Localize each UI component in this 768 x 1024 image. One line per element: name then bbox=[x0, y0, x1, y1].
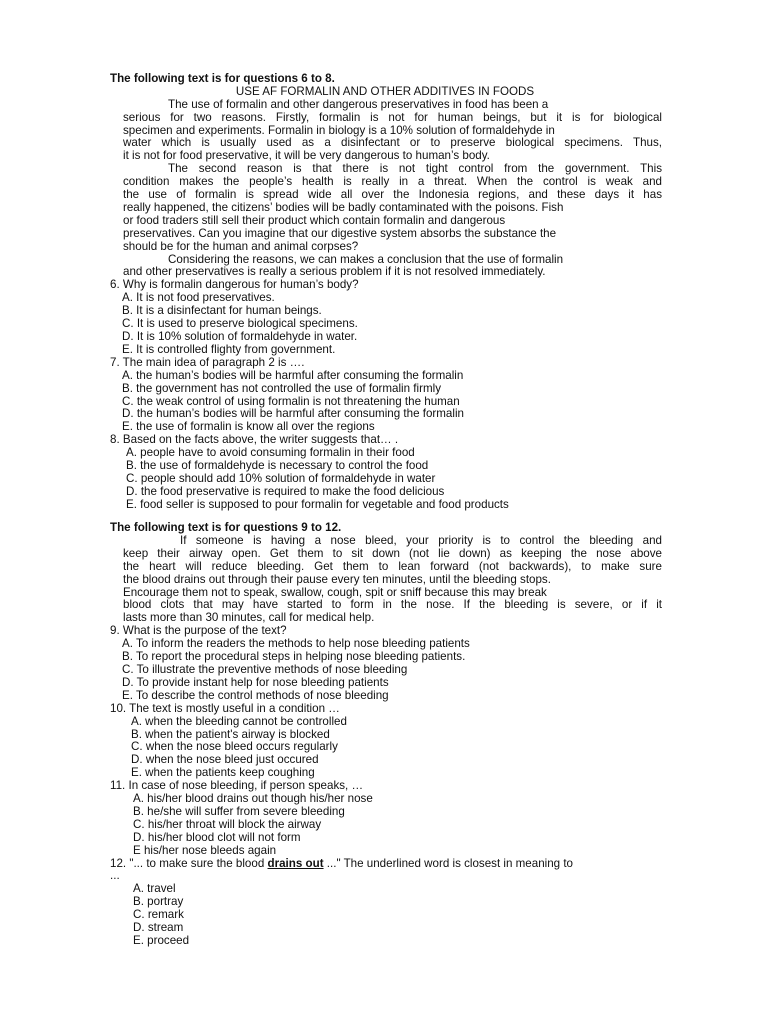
option-11d: D. his/her blood clot will not form bbox=[133, 830, 301, 844]
option-7b: B. the government has not controlled the use of formalin firmly bbox=[122, 381, 441, 395]
paragraph-line: Considering the reasons, we can makes a conclusion that the use of formalin bbox=[168, 252, 564, 266]
passage-paragraph-3 bbox=[123, 254, 662, 280]
option-11a: A. his/her blood drains out though his/her nose bbox=[133, 792, 373, 805]
question-12-continued: ... bbox=[110, 869, 120, 883]
option-10a: A. when the bleeding cannot be controlled bbox=[131, 714, 347, 728]
option-9b: B. To report the procedural steps in helping nose bleeding patients. bbox=[122, 650, 466, 664]
option-11c: C. his/her throat will block the airway bbox=[133, 817, 322, 831]
passage-nose-bleed bbox=[123, 535, 662, 625]
option-7e: E. the use of formalin is know all over the regions bbox=[122, 420, 375, 434]
paragraph-line: The use of formalin and other dangerous preservatives in food has been a bbox=[168, 97, 549, 111]
option-8e: E. food seller is supposed to pour formalin for vegetable and food products bbox=[126, 497, 509, 511]
question-12-text: 12. "... to make sure the blood bbox=[110, 856, 268, 870]
paragraph-line: the blood drains out through their pause every ten minutes, until the bleeding stops. bbox=[123, 572, 551, 586]
option-7a: A. the human’s bodies will be harmful after consuming the formalin bbox=[122, 368, 464, 382]
option-6d: D. It is 10% solution of formaldehyde in water. bbox=[122, 330, 358, 343]
option-6b: B. It is a disinfectant for human beings. bbox=[122, 304, 322, 318]
question-9: 9. What is the purpose of the text? bbox=[110, 624, 287, 638]
option-10d: D. when the nose bleed just occured bbox=[131, 753, 319, 767]
option-6c: C. It is used to preserve biological specimens. bbox=[122, 317, 358, 331]
question-12 bbox=[110, 858, 573, 871]
option-6a: A. It is not food preservatives. bbox=[122, 291, 275, 305]
paragraph-line: specimen and experiments. Formalin in biology is a 10% solution of formaldehyde in bbox=[123, 123, 555, 137]
paragraph-line: water which is usually used as a disinfectant or to preserve biological specimens. Thus, bbox=[123, 136, 662, 150]
question-6: 6. Why is formalin dangerous for human’s body? bbox=[110, 278, 359, 292]
option-6e: E. It is controlled flighty from government. bbox=[122, 342, 336, 356]
paragraph-line: should be for the human and animal corpses? bbox=[123, 239, 359, 253]
question-12-text: ..." The underlined word is closest in meaning to bbox=[323, 856, 573, 870]
question-10: 10. The text is mostly useful in a condition … bbox=[110, 701, 340, 715]
section-heading: The following text is for questions 6 to 8. bbox=[110, 72, 335, 85]
paragraph-line: the use of formalin is spread wide all over the Indonesia regions, and these days it has bbox=[123, 188, 662, 202]
option-12d: D. stream bbox=[133, 921, 184, 934]
option-8d: D. the food preservative is required to make the food delicious bbox=[126, 484, 445, 498]
underlined-keyword: drains out bbox=[267, 856, 324, 870]
paragraph-line: the heart will reduce bleeding. Get them to lean forward (not backwards), to make sure bbox=[123, 559, 662, 573]
passage-title: USE AF FORMALIN AND OTHER ADDITIVES IN FOODS bbox=[235, 84, 535, 98]
passage-paragraph-1 bbox=[123, 99, 662, 163]
option-9c: C. To illustrate the preventive methods of nose bleeding bbox=[122, 663, 408, 676]
paragraph-line: keep their airway open. Get them to sit down (not lie down) as keeping the nose above bbox=[123, 546, 662, 560]
paragraph-line: condition makes the people’s health is really in a threat. When the control is weak and bbox=[123, 175, 662, 189]
paragraph-line: If someone is having a nose bleed, your priority is to control the bleeding and bbox=[180, 534, 662, 547]
paragraph-line: lasts more than 30 minutes, call for medical help. bbox=[123, 611, 375, 625]
option-8c: C. people should add 10% solution of formaldehyde in water bbox=[126, 471, 436, 485]
option-8b: B. the use of formaldehyde is necessary to control the food bbox=[126, 459, 429, 472]
option-12b: B. portray bbox=[133, 895, 184, 909]
paragraph-line: preservatives. Can you imagine that our digestive system absorbs the substance the bbox=[123, 226, 557, 240]
option-9e: E. To describe the control methods of nose bleeding bbox=[122, 688, 389, 702]
paragraph-line: it is not for food preservative, it will be very dangerous to human’s body. bbox=[123, 149, 490, 163]
question-11: 11. In case of nose bleeding, if person speaks, … bbox=[110, 779, 364, 793]
option-10c: C. when the nose bleed occurs regularly bbox=[131, 740, 338, 754]
paragraph-line: serious for two reasons. Firstly, formalin is not for human beings, but it is for biological bbox=[123, 110, 662, 124]
option-12c: C. remark bbox=[133, 908, 184, 922]
option-9d: D. To provide instant help for nose bleeding patients bbox=[122, 675, 389, 689]
option-12a: A. travel bbox=[133, 882, 176, 896]
section-heading: The following text is for questions 9 to 12. bbox=[110, 521, 342, 534]
option-11b: B. he/she will suffer from severe bleeding bbox=[133, 804, 345, 818]
option-7d: D. the human’s bodies will be harmful after consuming the formalin bbox=[122, 407, 464, 421]
paragraph-line: The second reason is that there is not tight control from the government. This bbox=[168, 162, 662, 176]
option-12e: E. proceed bbox=[133, 933, 190, 947]
paragraph-line: really happened, the citizens’ bodies will be badly contaminated with the poisons. Fish bbox=[123, 200, 564, 214]
paragraph-line: blood clots that may have started to form in the nose. If the bleeding is severe, or if it bbox=[123, 598, 662, 612]
option-8a: A. people have to avoid consuming formalin in their food bbox=[126, 446, 415, 460]
option-10b: B. when the patient's airway is blocked bbox=[131, 727, 330, 741]
question-7: 7. The main idea of paragraph 2 is …. bbox=[110, 355, 305, 369]
paragraph-line: or food traders still sell their product which contain formalin and dangerous bbox=[123, 213, 506, 227]
paragraph-line: Encourage them not to speak, swallow, cough, spit or sniff because this may break bbox=[123, 585, 547, 599]
option-11e: E his/her nose bleeds again bbox=[133, 843, 277, 857]
option-10e: E. when the patients keep coughing bbox=[131, 766, 315, 780]
question-8: 8. Based on the facts above, the writer suggests that… . bbox=[110, 433, 399, 447]
paragraph-line: and other preservatives is really a serious problem if it is not resolved immediately. bbox=[123, 265, 546, 279]
option-7c: C. the weak control of using formalin is not threatening the human bbox=[122, 394, 460, 408]
option-9a: A. To inform the readers the methods to help nose bleeding patients bbox=[122, 637, 470, 651]
passage-paragraph-2 bbox=[123, 163, 662, 253]
